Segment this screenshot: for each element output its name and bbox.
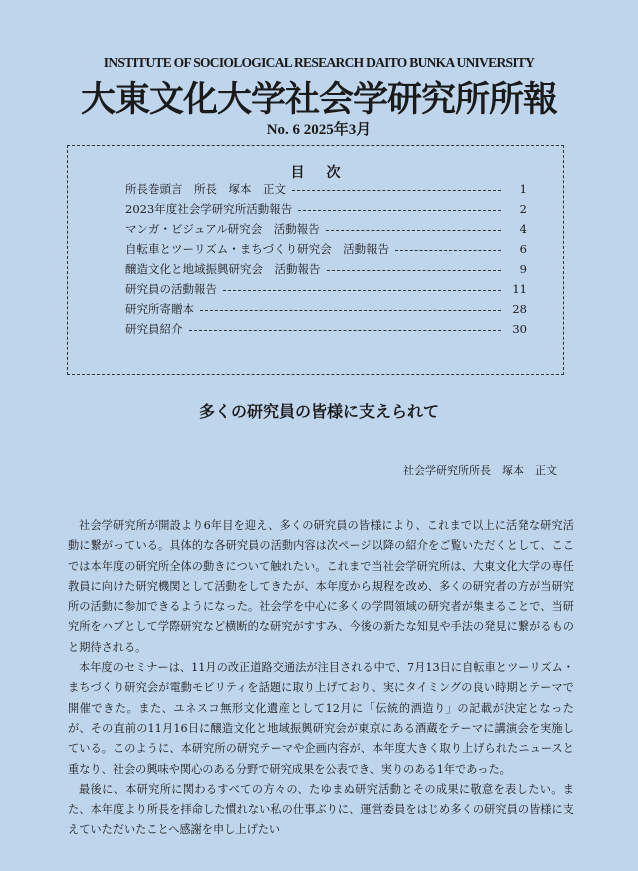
toc-item-label: 醸造文化と地域振興研究会 活動報告 — [125, 262, 321, 276]
article-body — [68, 516, 574, 841]
toc-item-page: 1 — [519, 182, 527, 196]
article-paragraph: 本年度のセミナーは、11月の改正道路交通法が注目される中で、7月13日に自転車とツーリズム・まちづくり研究会が電動モビリティを話題に取り上げており、実にタイミングの良い時期とテーマで開催できた。また、ユネスコ無形文化遺産として12月に「伝統的酒造り」の記載が決定となったが、その直前の11月16日に醸造文化と地域振興研究会が東京にある酒蔵をテーマに講演会を実施している。このように、本研究所の研究テーマや企画内容が、本年度大きく取り上げられたニュースと重なり、社会の興味や関心のある分野で研究成果を公表でき、実りのある1年であった。 — [68, 661, 574, 776]
toc-item — [125, 240, 527, 258]
toc-item-page: 9 — [519, 262, 527, 276]
toc-title: 目次 — [290, 165, 363, 181]
toc-item-page: 11 — [512, 282, 527, 296]
toc-item-page: 28 — [512, 302, 527, 316]
toc-leader — [223, 289, 501, 291]
toc-item — [125, 220, 527, 238]
toc-item — [125, 200, 527, 218]
toc-item-label: マンガ・ビジュアル研究会 活動報告 — [125, 222, 320, 236]
toc-item-label: 所長巻頭言 所長 塚本 正文 — [125, 182, 286, 196]
publication-title: 大東文化大学社会学研究所所報 — [80, 80, 557, 120]
article-headline: 多くの研究員の皆様に支えられて — [198, 402, 439, 421]
toc-leader — [189, 329, 502, 331]
institute-name-en: INSTITUTE OF SOCIOLOGICAL RESEARCH DAITO BUNKA UNIVERSITY — [103, 55, 535, 70]
toc-item-page: 30 — [512, 322, 527, 336]
table-of-contents — [67, 145, 564, 375]
toc-item — [125, 300, 527, 318]
toc-item-label: 自転車とツーリズム・まちづくり研究会 活動報告 — [125, 242, 390, 256]
article-author: 社会学研究所所長 塚本 正文 — [403, 464, 557, 477]
toc-item — [125, 320, 527, 338]
toc-leader — [395, 249, 501, 251]
toc-item-page: 6 — [519, 242, 527, 256]
article-paragraph: 社会学研究所が開設より6年目を迎え、多くの研究員の皆様により、これまで以上に活発な研究活動に繋がっている。具体的な各研究員の活動内容は次ページ以降の紹介をご覧いただくとして、ここでは本年度の研究所全体の動きについて触れたい。これまで当社会学研究所は、大東文化大学の専任教員に向けた研究機関として活動をしてきたが、本年度から規程を改め、多くの研究者の方が当研究所の活動に参加できるようになった。社会学を中心に多くの学問領域の研究者が集まることで、当研究所をハブとして学際研究など横断的な研究がすすみ、今後の新たな知見や手法の発見に繋がるものと期待される。 — [68, 519, 574, 654]
toc-item-label: 研究所寄贈本 — [125, 302, 194, 316]
toc-leader — [298, 209, 501, 211]
toc-leader — [327, 269, 502, 271]
toc-item — [125, 280, 527, 298]
toc-leader — [326, 229, 501, 231]
toc-item-page: 4 — [519, 222, 527, 236]
toc-item-label: 研究員の活動報告 — [125, 282, 217, 296]
toc-leader — [292, 189, 501, 191]
article-paragraph: 最後に、本研究所に関わるすべての方々の、たゆまぬ研究活動とその成果に敬意を表したい。また、本年度より所長を拝命した慣れない私の仕事ぶりに、運営委員をはじめ多くの研究員の皆様に支えていただいたことへ感謝を申し上げたい — [68, 782, 574, 837]
issue-number: No. 6 2025年3月 — [266, 122, 372, 138]
toc-item-label: 研究員紹介 — [125, 322, 183, 336]
toc-item — [125, 260, 527, 278]
toc-item-label: 2023年度社会学研究所活動報告 — [125, 202, 293, 216]
toc-item-page: 2 — [519, 202, 527, 216]
toc-item — [125, 180, 527, 198]
toc-leader — [200, 309, 501, 311]
